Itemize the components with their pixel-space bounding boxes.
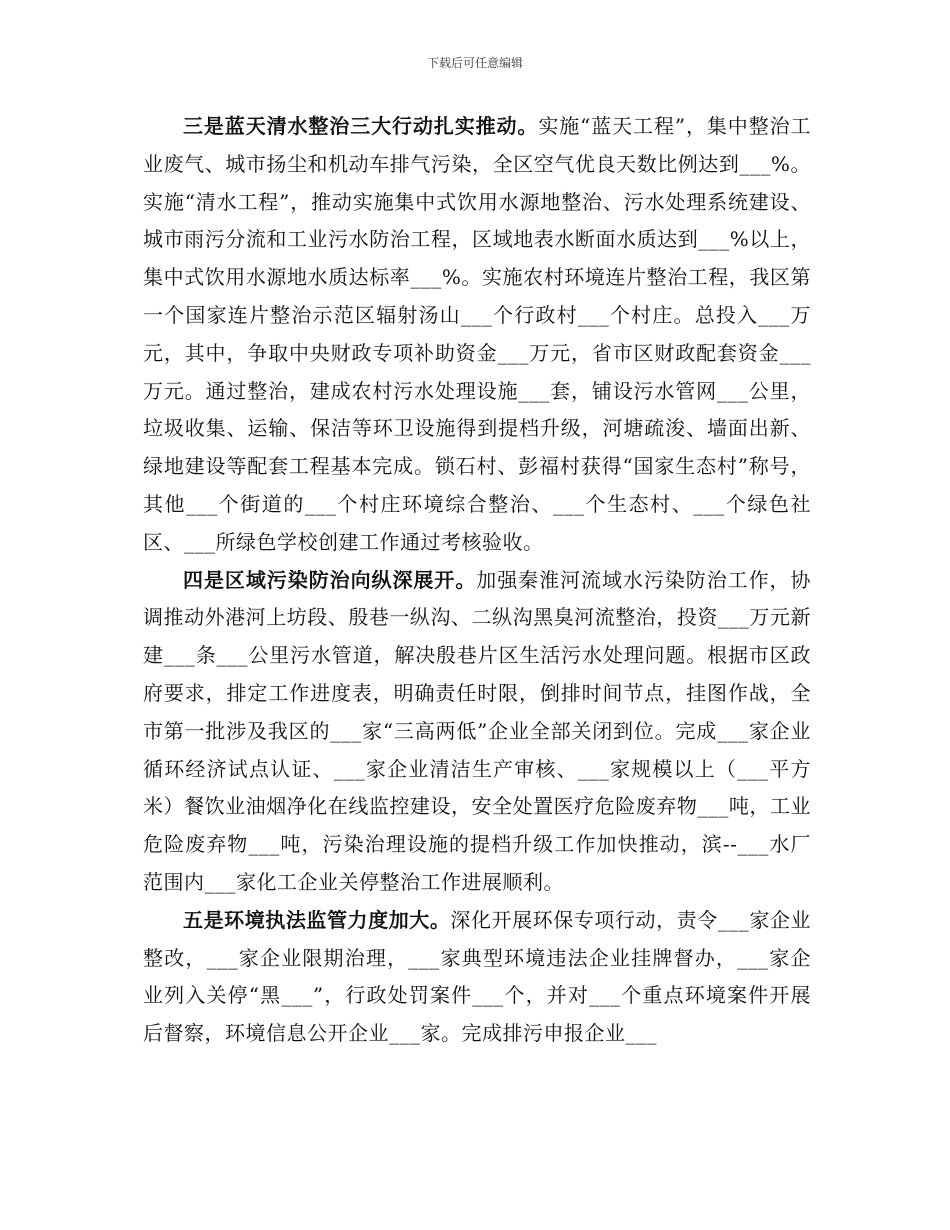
paragraph-lead: 四是区域污染防治向纵深展开。 [183,567,477,592]
paragraph-regional-pollution [143,562,811,902]
page-header: 下载后可任意编辑 [426,56,523,70]
paragraph-enforcement [143,902,811,1053]
paragraph-lead: 三是蓝天清水整治三大行动扎实推动。 [183,114,539,138]
paragraph-text: 实施“蓝天工程”，集中整治工业废气、城市扬尘和机动车排气污染，全区空气优良天数比例达到___%。实施“清水工程”，推动实施集中式饮用水源地整治、污水处理系统建设、城市雨污分流和工业污水防治工程，区域地表水断面水质达到___%以上，集中式饮用水源地水质达标率___%。实施农村环境连片整治工程，我区第一个国家连片整治示范区辐射汤山___个行政村___个村庄。总投入___万元，其中，争取中央财政专项补助资金___万元，省市区财政配套资金___万元。通过整治，建成农村污水处理设施___套，铺设污水管网___公里，垃圾收集、运输、保洁等环卫设施得到提档升级，河塘疏浚、墙面出新、绿地建设等配套工程基本完成。锁石村、彭福村获得“国家生态村”称号，其他___个街道的___个村庄环境综合整治、___个生态村、___个绿色社区、___所绿色学校创建工作通过考核验收。 [143,114,811,554]
paragraph-blue-sky-clear-water [143,108,811,562]
document-body [143,108,811,1053]
paragraph-lead: 五是环境执法监管力度加大。 [183,907,451,932]
paragraph-text: 深化开展环保专项行动，责令___家企业整改，___家企业限期治理，___家典型环境违法企业挂牌督办，___家企业列入关停“黑___”，行政处罚案件___个，并对___个重点环境案件开展后督察，环境信息公开企业___家。完成排污申报企业___ [143,907,812,1046]
paragraph-text: 加强秦淮河流域水污染防治工作，协调推动外港河上坊段、殷巷一纵沟、二纵沟黑臭河流整治，投资___万元新建___条___公里污水管道，解决殷巷片区生活污水处理问题。根据市区政府要求，排定工作进度表，明确责任时限，倒排时间节点，挂图作战，全市第一批涉及我区的___家“三高两低”企业全部关闭到位。完成___家企业循环经济试点认证、___家企业清洁生产审核、___家规模以上（___平方米）餐饮业油烟净化在线监控建设，安全处置医疗危险废弃物___吨，工业危险废弃物___吨，污染治理设施的提档升级工作加快推动，滨--___水厂范围内___家化工企业关停整治工作进展顺利。 [143,567,812,894]
